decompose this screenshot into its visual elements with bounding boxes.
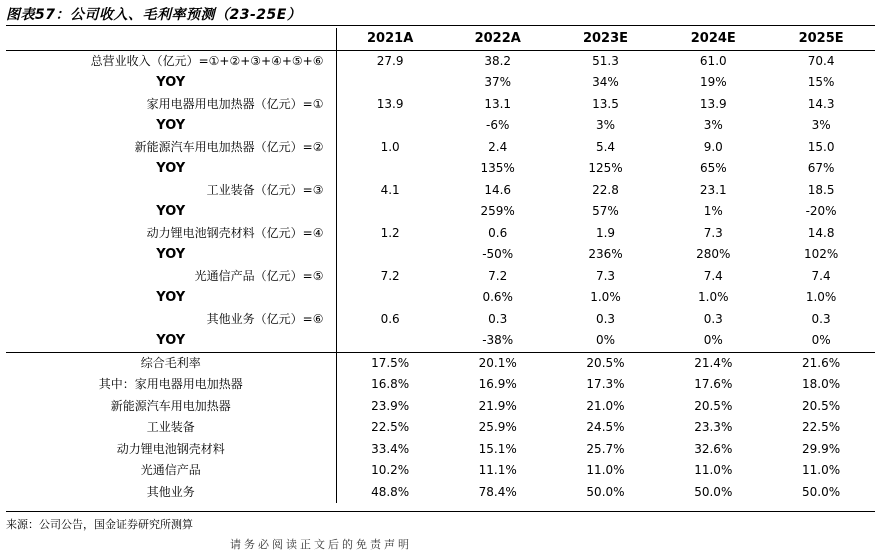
yoy-cell: 1% [703,204,723,218]
value-cell: 5.4 [595,139,616,154]
value-cell: 22.8 [592,182,619,197]
yoy-cell [336,330,444,352]
yoy-cell: 3% [703,118,723,132]
yoy-row [6,201,875,223]
value-cell: 17.5% [336,352,444,374]
yoy-cell [336,201,444,223]
yoy-cell: 65% [699,161,727,175]
value-cell: 61.0 [699,53,727,68]
value-cell: 13.5 [592,96,619,111]
value-cell: 38.2 [484,53,512,68]
yoy-cell: 0% [703,333,723,347]
value-cell: 13.9 [699,96,727,111]
header-cell [6,28,336,50]
value-cell: 7.3 [595,268,616,283]
value-cell: 14.6 [484,182,512,197]
yoy-cell: 19% [699,75,727,89]
value-cell: 11.0% [586,463,625,477]
value-cell: 17.3% [586,377,625,391]
yoy-cell: 259% [480,204,515,218]
value-cell: 29.9% [802,441,841,456]
yoy-label: YOY [6,287,336,309]
yoy-cell [336,115,444,137]
row-label: 其他业务（亿元）=⑥ [6,309,336,331]
revenue-row [6,223,875,245]
value-cell: 1.2 [380,225,400,240]
value-cell: 0.3 [595,311,616,326]
top-rule [6,25,875,26]
value-cell: 18.0% [802,377,841,391]
value-cell: 25.9% [478,420,517,434]
yoy-row [6,287,875,309]
row-label: 家用电器用电加热器（亿元）=① [6,94,336,116]
value-cell: 9.0 [703,139,723,154]
yoy-label: YOY [6,201,336,223]
table-body [6,50,875,503]
margin-row [6,417,875,439]
yoy-cell: 3% [811,118,831,132]
value-cell: 48.8% [371,484,410,499]
value-cell: 7.3 [703,225,723,240]
margin-row [6,460,875,482]
value-cell: 27.9 [376,53,404,68]
value-cell: 1.9 [595,225,616,240]
value-cell: 22.5% [802,420,841,434]
yoy-label: YOY [6,330,336,352]
yoy-cell: -50% [482,247,514,261]
value-cell: 50.0% [586,484,625,499]
yoy-cell: 1.0% [698,290,729,304]
value-cell: 78.4% [478,484,517,499]
row-label: 光通信产品 [6,460,336,482]
value-cell: 16.9% [478,377,517,391]
yoy-cell [336,158,444,180]
footer-fragment: 请务必阅读正文后的免责声明 [230,538,412,551]
header-cell: 2021A [367,31,414,46]
value-cell: 2.4 [488,139,508,154]
yoy-row [6,330,875,352]
value-cell: 51.3 [592,53,619,68]
value-cell: 0.3 [703,311,723,326]
value-cell: 7.2 [488,268,508,283]
value-cell: 0.3 [488,311,508,326]
value-cell: 11.0% [694,463,733,477]
margin-row [6,439,875,461]
row-label: 动力锂电池钢壳材料 [6,439,336,461]
value-cell: 17.6% [694,377,733,391]
value-cell: 13.9 [376,96,404,111]
row-label: 工业装备 [6,417,336,439]
value-cell: 21.4% [659,352,767,374]
revenue-row [6,180,875,202]
yoy-row [6,158,875,180]
row-label: 综合毛利率 [6,352,336,374]
value-cell: 7.4 [703,268,723,283]
row-label: 动力锂电池钢壳材料（亿元）=④ [6,223,336,245]
yoy-label: YOY [6,158,336,180]
margin-row [6,482,875,504]
margin-row [6,352,875,374]
yoy-cell: 57% [592,204,619,218]
row-label: 其他业务 [6,482,336,504]
value-cell: 20.1% [444,352,552,374]
value-cell: 20.5% [552,352,660,374]
value-cell: 20.5% [694,398,733,413]
value-cell: 21.9% [478,398,517,413]
header-cell: 2024E [690,31,736,46]
yoy-cell: 0.6% [482,290,513,304]
margin-row [6,396,875,418]
yoy-cell: -38% [482,333,514,347]
yoy-cell: 236% [588,247,623,261]
yoy-cell: -6% [486,118,510,132]
value-cell: 21.6% [767,352,875,374]
value-cell: 14.3 [807,96,835,111]
yoy-cell: 0% [595,333,616,347]
revenue-row [6,50,875,72]
yoy-cell: 135% [480,161,515,175]
value-cell: 22.5% [371,420,410,434]
value-cell: 11.0% [802,463,841,477]
value-cell: 13.1 [484,96,512,111]
yoy-cell: 1.0% [805,290,837,304]
value-cell: 23.9% [371,398,410,413]
yoy-cell: 0% [811,333,831,347]
header-cell: 2023E [582,31,629,46]
yoy-cell: 15% [807,75,835,89]
value-cell: 23.1 [699,182,727,197]
value-cell: 50.0% [802,484,841,499]
value-cell: 32.6% [694,441,733,456]
yoy-row [6,244,875,266]
yoy-cell: 3% [595,118,616,132]
yoy-label: YOY [6,244,336,266]
value-cell: 15.0 [807,139,835,154]
value-cell: 18.5 [807,182,835,197]
yoy-cell [336,287,444,309]
header-cell: 2025E [798,31,844,46]
value-cell: 33.4% [371,441,410,456]
figure-title: 图表57：公司收入、毛利率预测（23-25E） [6,7,302,23]
row-label: 光通信产品（亿元）=⑤ [6,266,336,288]
value-cell: 14.8 [807,225,835,240]
value-cell: 23.3% [694,420,733,434]
value-cell: 21.0% [586,398,625,413]
header-row [6,28,875,50]
revenue-row [6,94,875,116]
yoy-row [6,72,875,94]
value-cell: 4.1 [380,182,400,197]
source-note: 来源：公司公告，国金证券研究所测算 [6,518,193,531]
yoy-cell: 280% [696,247,731,261]
value-cell: 24.5% [586,420,625,434]
yoy-cell: 34% [592,75,619,89]
value-cell: 20.5% [802,398,841,413]
value-cell: 0.3 [811,311,831,326]
yoy-cell: -20% [805,204,837,218]
value-cell: 1.0 [380,139,400,154]
row-label: 其中：家用电器用电加热器 [6,374,336,396]
bottom-rule [6,511,875,512]
yoy-label: YOY [6,72,336,94]
value-cell: 15.1% [478,441,517,456]
row-label: 新能源汽车用电加热器 [6,396,336,418]
value-cell: 50.0% [694,484,733,499]
row-label: 总营业收入（亿元）=①+②+③+④+⑤+⑥ [6,50,336,72]
yoy-cell: 125% [588,161,623,175]
value-cell: 0.6 [380,311,400,326]
value-cell: 7.4 [811,268,831,283]
row-label: 新能源汽车用电加热器（亿元）=② [6,137,336,159]
value-cell: 25.7% [586,441,625,456]
yoy-row [6,115,875,137]
row-label: 工业装备（亿元）=③ [6,180,336,202]
yoy-cell: 67% [807,161,835,175]
value-cell: 16.8% [371,377,410,391]
value-cell: 10.2% [371,463,410,477]
revenue-row [6,309,875,331]
yoy-cell: 1.0% [590,290,621,304]
value-cell: 7.2 [380,268,400,283]
yoy-cell [336,72,444,94]
margin-row [6,374,875,396]
revenue-row [6,266,875,288]
header-cell: 2022A [474,31,521,46]
yoy-cell [336,244,444,266]
yoy-cell: 102% [803,247,839,261]
forecast-table [6,28,875,503]
value-cell: 11.1% [478,463,517,477]
value-cell: 70.4 [807,53,835,68]
yoy-cell: 37% [484,75,512,89]
yoy-label: YOY [6,115,336,137]
value-cell: 0.6 [488,225,508,240]
revenue-row [6,137,875,159]
